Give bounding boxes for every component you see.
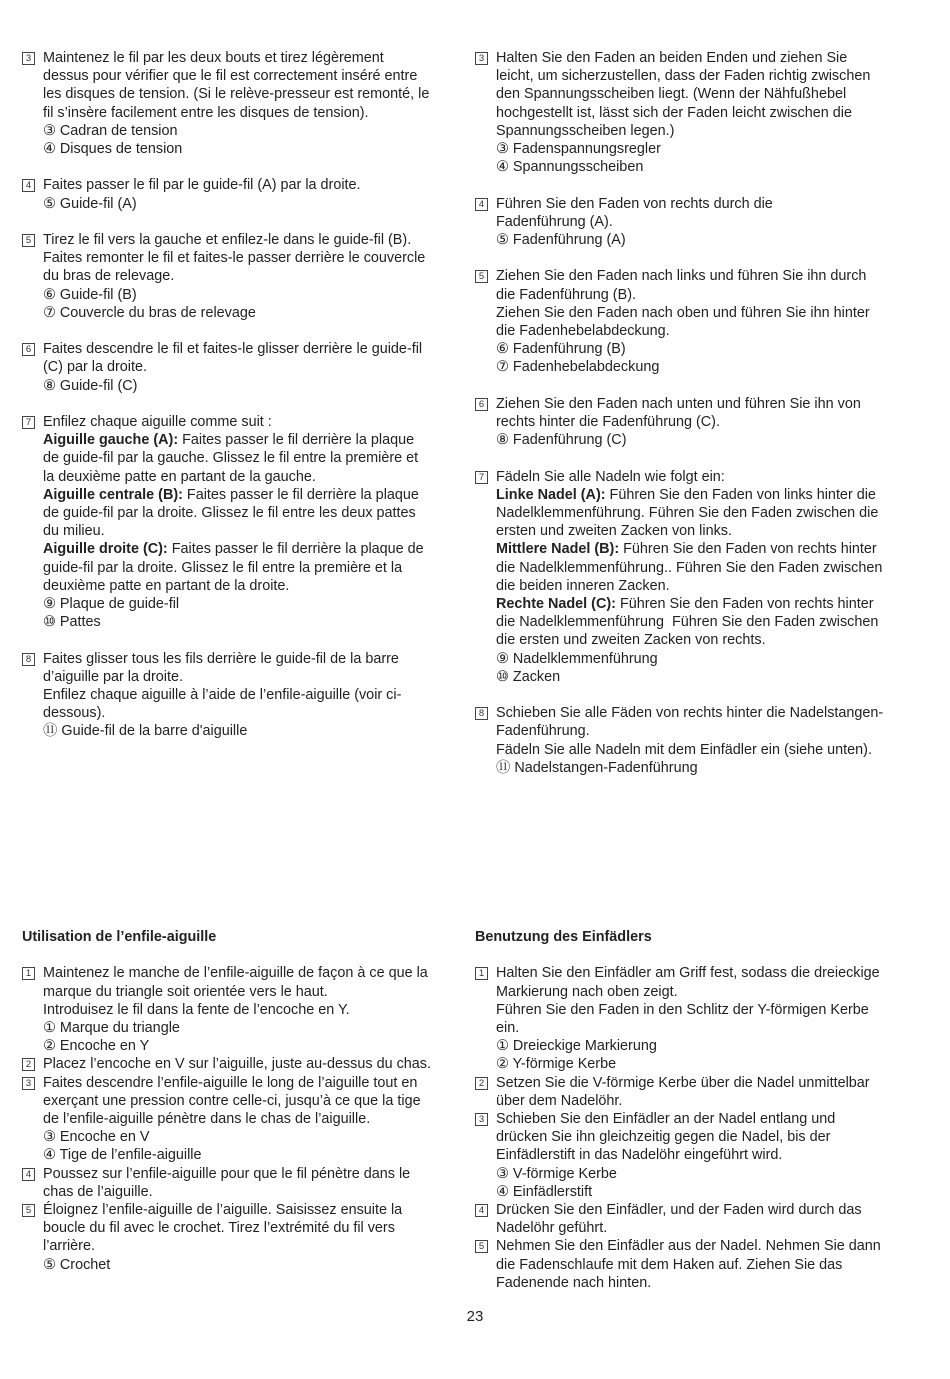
step-item	[475, 704, 907, 777]
step-number: 8	[475, 707, 488, 720]
step-item	[475, 267, 907, 376]
step-line: Aiguille centrale (B): Faites passer le fil derrière la plaque	[43, 486, 419, 503]
step-item	[475, 1074, 907, 1110]
step-line: Fädeln Sie alle Nadeln wie folgt ein:	[496, 468, 725, 485]
step-line: ⑩ Pattes	[43, 614, 101, 631]
step-line: Fadenführung (A).	[496, 213, 613, 230]
step-item	[475, 1201, 907, 1237]
step-line: Aiguille gauche (A): Faites passer le fil derrière la plaque	[43, 432, 415, 449]
step-number: 3	[475, 1113, 488, 1126]
step-number: 1	[475, 967, 488, 980]
step-item	[22, 1201, 454, 1274]
step-line: über dem Nadelöhr.	[496, 1092, 623, 1109]
step-line: die Nadelklemmenführung Führen Sie den Faden zwischen	[496, 614, 879, 631]
step-line: ④ Spannungsscheiben	[496, 159, 644, 176]
step-line: Drücken Sie den Einfädler, und der Faden wird durch das	[496, 1202, 862, 1219]
step-line: Schieben Sie alle Fäden von rechts hinter die Nadelstangen-	[496, 705, 884, 722]
step-number: 4	[22, 1168, 35, 1181]
bold-label: Linke Nadel (A):	[496, 486, 606, 503]
step-line: ⑩ Zacken	[496, 668, 561, 685]
step-line: Führen Sie den Faden von rechts durch die	[496, 195, 773, 212]
step-line: Rechte Nadel (C): Führen Sie den Faden von rechts hinter	[496, 596, 874, 613]
step-line: Führen Sie den Faden in den Schlitz der Y-förmigen Kerbe	[496, 1001, 869, 1018]
step-line: ⑤ Guide-fil (A)	[43, 195, 137, 212]
step-line: ① Dreieckige Markierung	[496, 1038, 657, 1055]
step-line: ⑧ Guide-fil (C)	[43, 377, 138, 394]
step-item	[475, 964, 907, 1073]
step-line: ③ V-förmige Kerbe	[496, 1165, 617, 1182]
step-line: Introduisez le fil dans la fente de l’encoche en Y.	[43, 1001, 350, 1018]
step-line: ⑥ Fadenführung (B)	[496, 341, 626, 358]
right-upper-column	[475, 49, 907, 795]
step-line: Fädeln Sie alle Nadeln mit dem Einfädler ein (siehe unten).	[496, 741, 872, 758]
step-item	[22, 340, 454, 395]
step-line: Enfilez chaque aiguille à l’aide de l’enfile-aiguille (voir ci-	[43, 687, 402, 704]
step-line: Faites remonter le fil et faites-le passer derrière le couvercle	[43, 250, 426, 267]
step-number: 8	[22, 653, 35, 666]
step-number: 6	[475, 398, 488, 411]
step-item	[22, 49, 454, 158]
step-line: ⑪ Guide-fil de la barre d'aiguille	[43, 723, 248, 740]
step-item	[22, 176, 454, 212]
step-line: ⑥ Guide-fil (B)	[43, 286, 137, 303]
step-line: Aiguille droite (C): Faites passer le fil derrière la plaque de	[43, 541, 424, 558]
step-line: ein.	[496, 1020, 520, 1036]
step-number: 2	[475, 1077, 488, 1090]
step-line: leicht, um sicherzustellen, dass der Faden richtig zwischen	[496, 68, 871, 85]
step-line: Einfädlerstift in das Nadelöhr eingeführt wird.	[496, 1147, 783, 1164]
step-number: 4	[475, 1204, 488, 1217]
step-line: fil s’insère facilement entre les disques de tension).	[43, 104, 369, 121]
step-line: Mittlere Nadel (B): Führen Sie den Faden von rechts hinter	[496, 541, 877, 558]
step-line: Ziehen Sie den Faden nach oben und führen Sie ihn hinter	[496, 304, 870, 321]
step-line: Setzen Sie die V-förmige Kerbe über die Nadel unmittelbar	[496, 1074, 870, 1091]
step-item	[475, 49, 907, 176]
step-line: Schieben Sie den Einfädler an der Nadel entlang und	[496, 1111, 836, 1128]
step-line: deuxième patte en partant de la droite.	[43, 577, 290, 594]
step-line: la deuxième patte en partant de la gauche.	[43, 468, 316, 485]
step-line: Faites descendre l’enfile-aiguille le long de l’aiguille tout en	[43, 1074, 418, 1091]
step-line: Spannungsscheiben legen.)	[496, 122, 675, 139]
step-line: die Nadelklemmenführung.. Führen Sie den Faden zwischen	[496, 559, 883, 576]
step-line: ersten und zweiten Zacken von links.	[496, 523, 732, 540]
step-line: Nadelöhr geführt.	[496, 1220, 608, 1237]
step-line: de l’enfile-aiguille pénètre dans le chas de l’aiguille.	[43, 1111, 371, 1128]
step-line: marque du triangle soit orientée vers le haut.	[43, 983, 328, 1000]
step-line: ③ Cadran de tension	[43, 122, 178, 139]
step-number: 6	[22, 343, 35, 356]
step-line: ③ Fadenspannungsregler	[496, 141, 661, 158]
page-number: 23	[466, 1308, 484, 1325]
step-line: ⑦ Fadenhebelabdeckung	[496, 359, 660, 376]
step-line: ④ Einfädlerstift	[496, 1183, 593, 1200]
bold-label: Aiguille gauche (A):	[43, 432, 179, 449]
step-number: 5	[22, 234, 35, 247]
step-line: Halten Sie den Faden an beiden Enden und ziehen Sie	[496, 50, 848, 66]
step-line: ⑨ Nadelklemmenführung	[496, 650, 658, 667]
step-line: die Fadenführung (B).	[496, 286, 636, 303]
step-number: 3	[475, 52, 488, 65]
step-line: rechts hinter die Fadenführung (C).	[496, 414, 720, 431]
step-line: ⑤ Crochet	[43, 1256, 111, 1273]
step-line: ⑦ Couvercle du bras de relevage	[43, 304, 256, 321]
bold-label: Rechte Nadel (C):	[496, 596, 616, 613]
step-line: de guide-fil par la gauche. Glissez le fil entre la première et	[43, 450, 419, 467]
step-item	[22, 413, 454, 631]
step-line: Faites descendre le fil et faites-le glisser derrière le guide-fil	[43, 341, 423, 358]
step-number: 7	[475, 471, 488, 484]
step-line: ③ Encoche en V	[43, 1129, 150, 1146]
step-line: de guide-fil par la droite. Glissez le fil entre les deux pattes	[43, 505, 416, 522]
bold-label: Mittlere Nadel (B):	[496, 541, 620, 558]
step-line: ④ Tige de l’enfile-aiguille	[43, 1147, 202, 1164]
step-line: den Spannungsscheiben liegt. (Wenn der Nähfußhebel	[496, 86, 847, 103]
step-line: Faites glisser tous les fils derrière le guide-fil de la barre	[43, 650, 399, 667]
step-item	[22, 1074, 454, 1165]
step-line: Placez l’encoche en V sur l’aiguille, juste au-dessus du chas.	[43, 1056, 431, 1073]
step-line: ② Encoche en Y	[43, 1038, 150, 1055]
bold-label: Aiguille droite (C):	[43, 541, 168, 558]
step-line: Maintenez le fil par les deux bouts et tirez légèrement	[43, 50, 384, 66]
step-line: Nadelklemmenführung. Führen Sie den Faden zwischen die	[496, 505, 879, 522]
step-line: Ziehen Sie den Faden nach unten und führen Sie ihn von	[496, 395, 861, 412]
step-line: ① Marque du triangle	[43, 1020, 180, 1036]
step-line: Halten Sie den Einfädler am Griff fest, sodass die dreieckige	[496, 965, 880, 982]
step-item	[22, 231, 454, 322]
step-line: Ziehen Sie den Faden nach links und führen Sie ihn durch	[496, 268, 867, 285]
step-line: ⑧ Fadenführung (C)	[496, 432, 627, 449]
step-line: boucle du fil avec le crochet. Tirez l’extrémité du fil vers	[43, 1220, 395, 1237]
step-line: guide-fil par la droite. Glissez le fil entre la première et la	[43, 559, 403, 576]
step-line: les disques de tension. (Si le relève-presseur est remonté, le	[43, 86, 430, 103]
left-upper-column	[22, 49, 454, 759]
step-line: Maintenez le manche de l’enfile-aiguille de façon à ce que la	[43, 965, 428, 982]
step-line: du milieu.	[43, 523, 105, 540]
step-line: ⑪ Nadelstangen-Fadenführung	[496, 759, 698, 776]
step-number: 4	[475, 198, 488, 211]
step-line: ⑤ Fadenführung (A)	[496, 232, 626, 249]
step-number: 3	[22, 1077, 35, 1090]
step-line: Enfilez chaque aiguille comme suit :	[43, 414, 272, 430]
step-line: d’aiguille par la droite.	[43, 668, 183, 685]
step-item	[22, 964, 454, 1055]
step-line: ④ Disques de tension	[43, 141, 183, 158]
step-number: 1	[22, 967, 35, 980]
step-line: du bras de relevage.	[43, 268, 175, 285]
section-title: Benutzung des Einfädlers	[475, 929, 652, 945]
step-line: ⑨ Plaque de guide-fil	[43, 596, 180, 613]
section-title: Utilisation de l’enfile-aiguille	[22, 929, 217, 945]
step-item	[22, 650, 454, 741]
step-number: 3	[22, 52, 35, 65]
step-line: die beiden inneren Zacken.	[496, 577, 670, 594]
step-number: 5	[475, 270, 488, 283]
step-line: Fadenführung.	[496, 723, 590, 740]
step-line: Linke Nadel (A): Führen Sie den Faden von links hinter die	[496, 486, 876, 503]
step-line: die Fadenhebelabdeckung.	[496, 323, 670, 340]
step-line: Nehmen Sie den Einfädler aus der Nadel. Nehmen Sie dann	[496, 1238, 881, 1255]
step-number: 5	[475, 1240, 488, 1253]
step-line: drücken Sie ihn gleichzeitig gegen die Nadel, bis der	[496, 1129, 831, 1146]
step-line: (C) par la droite.	[43, 359, 147, 376]
step-item	[22, 1165, 454, 1201]
step-item	[475, 1237, 907, 1292]
bold-label: Aiguille centrale (B):	[43, 486, 183, 503]
step-number: 5	[22, 1204, 35, 1217]
left-lower-column	[22, 928, 454, 1274]
step-line: Markierung nach oben zeigt.	[496, 983, 678, 1000]
step-item	[475, 395, 907, 450]
step-line: Tirez le fil vers la gauche et enfilez-le dans le guide-fil (B).	[43, 232, 412, 248]
step-line: Fadenende nach hinten.	[496, 1274, 652, 1291]
step-line: Éloignez l’enfile-aiguille de l’aiguille. Saisissez ensuite la	[43, 1202, 403, 1219]
step-line: l’arrière.	[43, 1238, 95, 1255]
step-line: die Fadenschlaufe mit dem Haken auf. Ziehen Sie das	[496, 1256, 843, 1273]
step-number: 4	[22, 179, 35, 192]
step-line: Poussez sur l’enfile-aiguille pour que le fil pénètre dans le	[43, 1165, 411, 1182]
step-item	[475, 1110, 907, 1201]
step-line: dessus pour vérifier que le fil est correctement inséré entre	[43, 68, 418, 85]
step-line: hochgestellt ist, lässt sich der Faden leicht zwischen die	[496, 104, 852, 121]
step-number: 2	[22, 1058, 35, 1071]
step-item	[22, 1055, 454, 1073]
step-line: chas de l’aiguille.	[43, 1183, 153, 1200]
step-line: ② Y-förmige Kerbe	[496, 1056, 617, 1073]
step-line: dessous).	[43, 705, 106, 722]
step-line: exerçant une pression contre celle-ci, jusqu’à ce que la tige	[43, 1092, 421, 1109]
step-line: Faites passer le fil par le guide-fil (A) par la droite.	[43, 177, 361, 194]
step-line: die ersten und zweiten Zacken von rechts.	[496, 632, 766, 649]
step-number: 7	[22, 416, 35, 429]
step-item	[475, 468, 907, 686]
step-item	[475, 195, 907, 250]
right-lower-column	[475, 928, 907, 1292]
